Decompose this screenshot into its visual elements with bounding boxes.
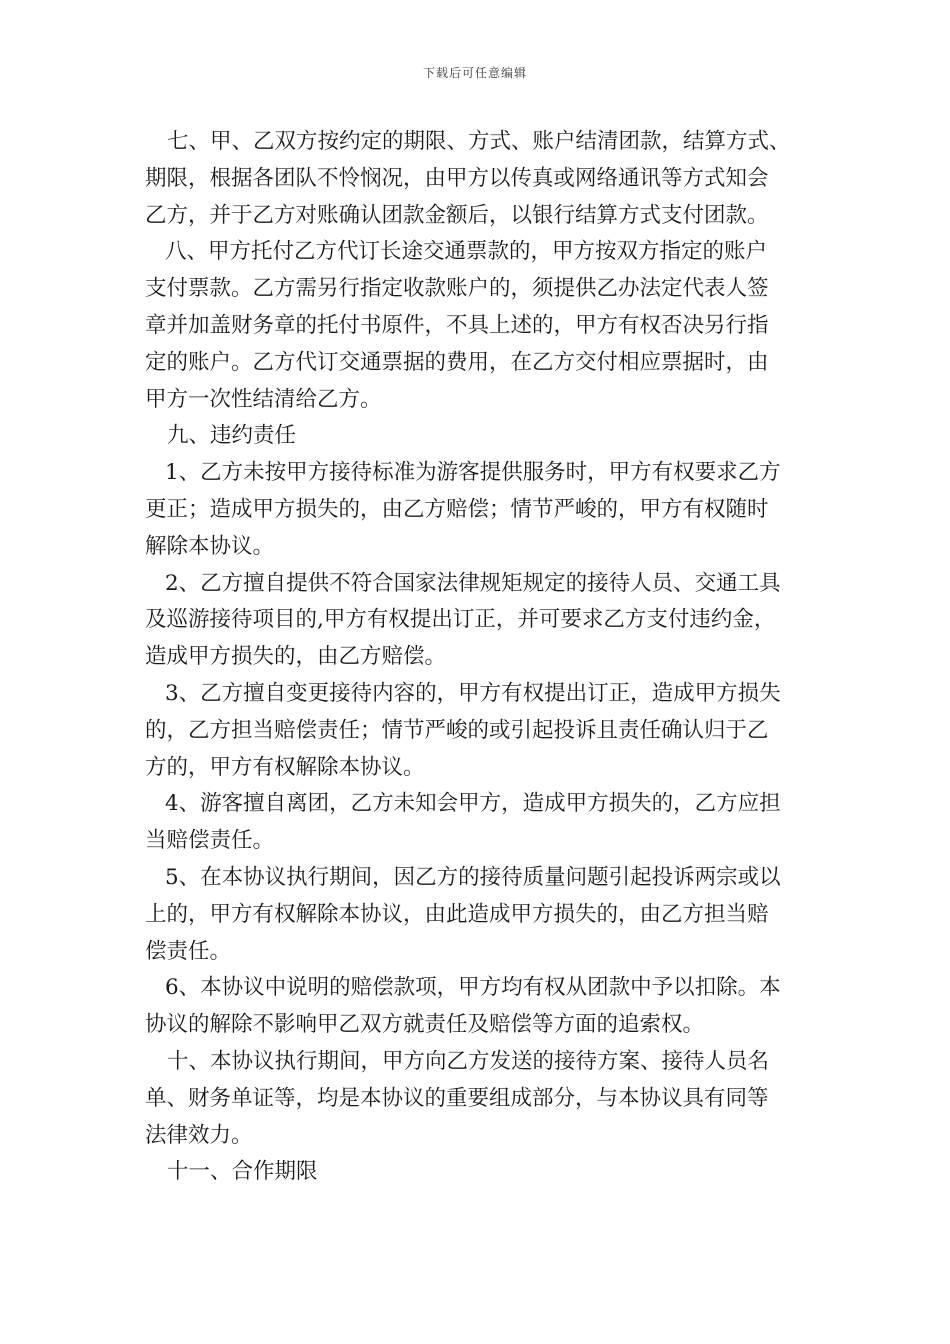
paragraph <box>145 566 810 676</box>
paragraph <box>145 860 810 970</box>
paragraph-line: 6、本协议中说明的赔偿款项，甲方均有权从团款中予以扣除。本 <box>165 975 781 1001</box>
paragraph <box>145 1044 810 1154</box>
paragraph-line: 造成甲方损失的，由乙方赔偿。 <box>145 644 447 670</box>
paragraph-line: 定的账户。乙方代订交通票据的费用，在乙方交付相应票据时，由 <box>145 349 769 375</box>
paragraph-line: 解除本协议。 <box>145 533 275 559</box>
paragraph <box>145 124 810 234</box>
paragraph-line: 章并加盖财务章的托付书原件，不具上述的，甲方有权否决另行指 <box>145 312 769 338</box>
paragraph-line: 十一、合作期限 <box>167 1159 318 1185</box>
paragraph <box>145 455 810 565</box>
paragraph-line: 当赔偿责任。 <box>145 828 275 854</box>
paragraph <box>145 234 810 418</box>
paragraph <box>145 970 810 1044</box>
paragraph-line: 期限，根据各团队不怜悯况，由甲方以传真或网络通讯等方式知会 <box>145 165 769 191</box>
paragraph-line: 更正；造成甲方损失的，由乙方赔偿；情节严峻的，甲方有权随时 <box>145 496 769 522</box>
paragraph-line: 单、财务单证等，均是本协议的重要组成部分，与本协议具有同等 <box>145 1085 769 1111</box>
paragraph-line: 甲方一次性结清给乙方。 <box>145 386 382 412</box>
paragraph-line: 九、违约责任 <box>167 423 297 449</box>
paragraph <box>145 786 810 860</box>
document-body <box>145 124 810 1191</box>
paragraph <box>145 1154 810 1191</box>
paragraph-line: 4、游客擅自离团，乙方未知会甲方，造成甲方损失的，乙方应担 <box>165 791 781 817</box>
paragraph-line: 方的，甲方有权解除本协议。 <box>145 754 425 780</box>
paragraph-line: 偿责任。 <box>145 938 232 964</box>
page-header: 下载后可任意编辑 <box>422 66 527 80</box>
paragraph-line: 十、本协议执行期间，甲方向乙方发送的接待方案、接待人员名 <box>167 1048 770 1074</box>
paragraph-line: 协议的解除不影响甲乙双方就责任及赔偿等方面的追索权。 <box>145 1012 705 1038</box>
paragraph-line: 七、甲、乙双方按约定的期限、方式、账户结清团款，结算方式、 <box>167 129 791 154</box>
paragraph-line: 支付票款。乙方需另行指定收款账户的，须提供乙办法定代表人签 <box>145 276 769 302</box>
paragraph <box>145 676 810 786</box>
paragraph-line: 法律效力。 <box>145 1122 253 1148</box>
paragraph-line: 八、甲方托付乙方代订长途交通票款的，甲方按双方指定的账户 <box>165 239 768 265</box>
paragraph <box>145 418 810 455</box>
paragraph-line: 1、乙方未按甲方接待标准为游客提供服务时，甲方有权要求乙方 <box>165 460 781 486</box>
paragraph-line: 上的，甲方有权解除本协议，由此造成甲方损失的，由乙方担当赔 <box>145 901 769 927</box>
paragraph-line: 3、乙方擅自变更接待内容的，甲方有权提出订正，造成甲方损失 <box>165 680 781 706</box>
paragraph-line: 5、在本协议执行期间，因乙方的接待质量问题引起投诉两宗或以 <box>165 864 781 890</box>
paragraph-line: 2、乙方擅自提供不符合国家法律规矩规定的接待人员、交通工具 <box>165 570 781 596</box>
paragraph-line: 及巡游接待项目的,甲方有权提出订正，并可要求乙方支付违约金， <box>145 607 776 633</box>
paragraph-line: 乙方，并于乙方对账确认团款金额后，以银行结算方式支付团款。 <box>145 202 769 228</box>
paragraph-line: 的，乙方担当赔偿责任；情节严峻的或引起投诉且责任确认归于乙 <box>145 717 769 743</box>
